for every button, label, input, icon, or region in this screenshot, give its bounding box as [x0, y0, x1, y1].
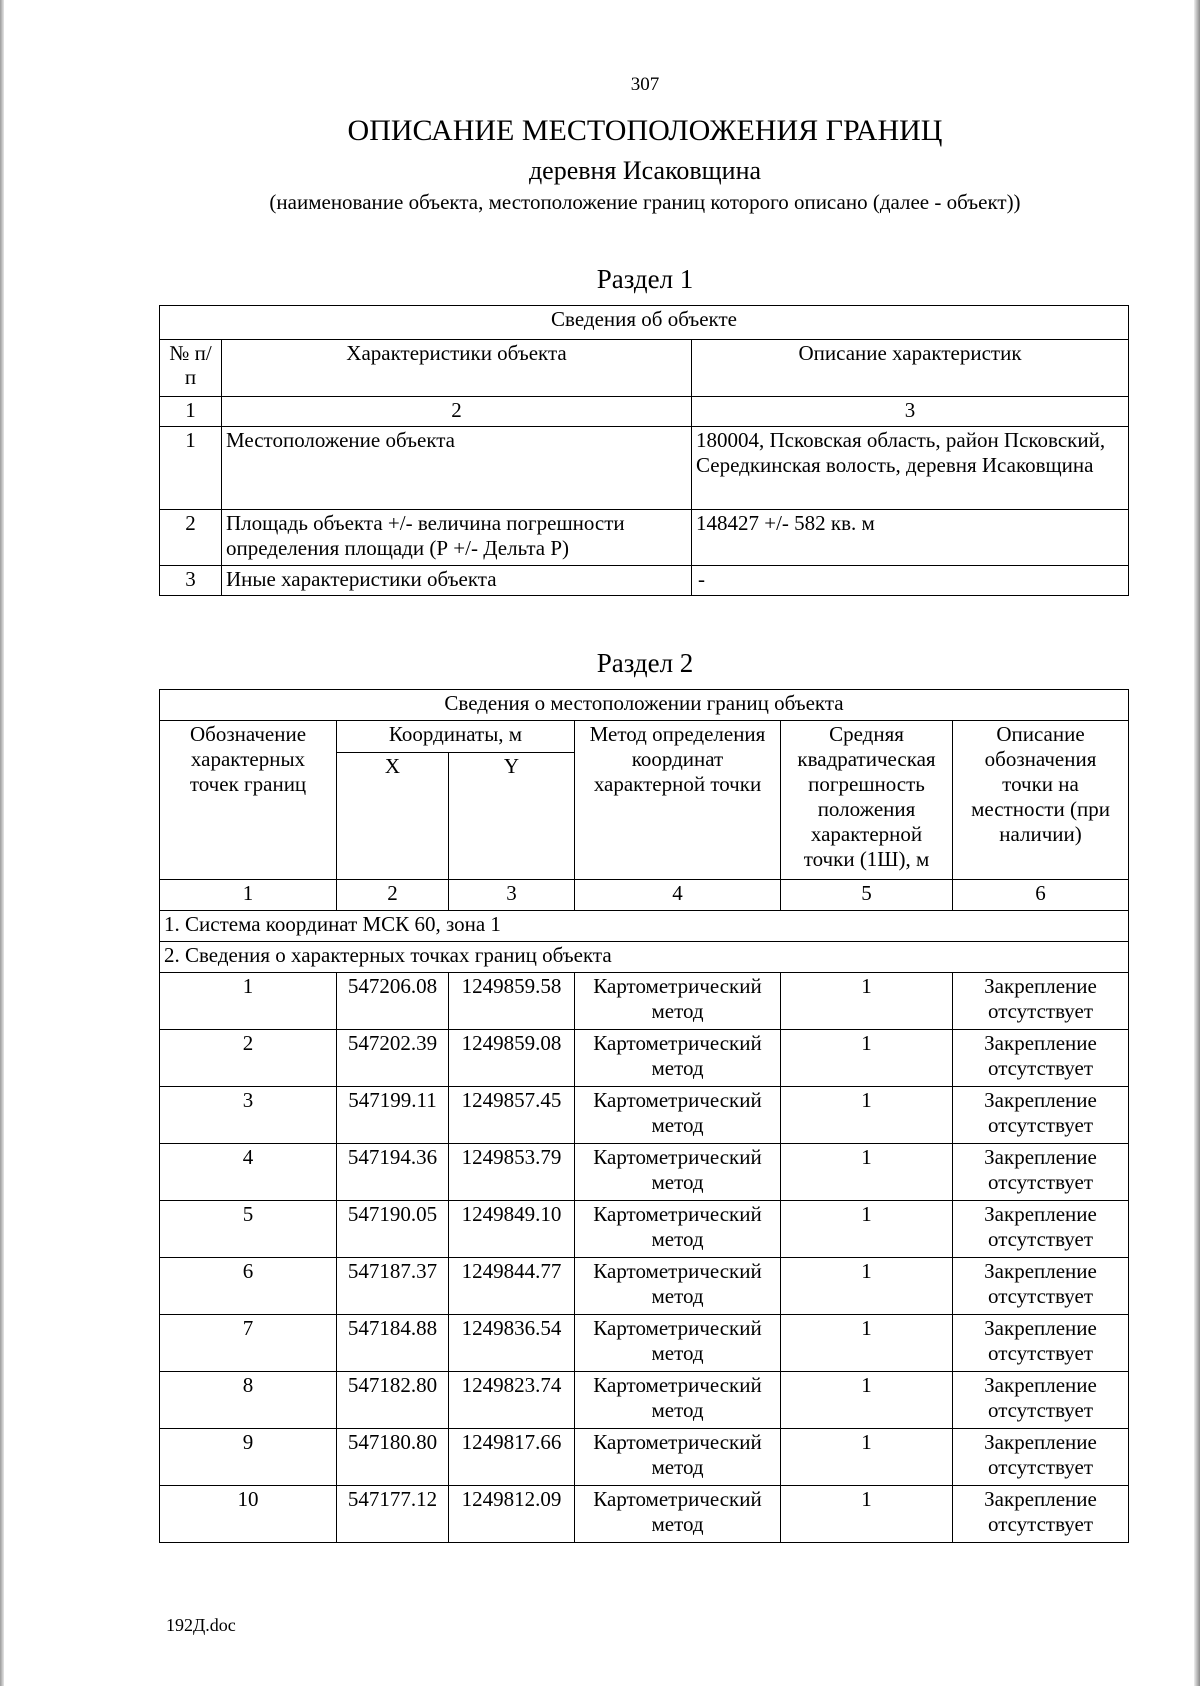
table-row	[160, 1030, 1129, 1087]
coord-x: 547180.80	[337, 1429, 449, 1486]
point-id: 7	[160, 1315, 337, 1372]
point-description: Закрепление отсутствует	[953, 973, 1129, 1030]
column-number: 1	[160, 880, 337, 911]
error: 1	[781, 1144, 953, 1201]
column-number: 3	[449, 880, 575, 911]
object-info-table	[159, 305, 1129, 596]
points-caption: 2. Сведения о характерных точках границ объекта	[160, 942, 1129, 973]
point-id: 2	[160, 1030, 337, 1087]
row-characteristic: Площадь объекта +/- величина погрешности определения площади (Р +/- Дельта Р)	[222, 510, 692, 566]
section1-title: Раздел 1	[596, 264, 694, 294]
coord-y: 1249812.09	[449, 1486, 575, 1543]
table-row	[160, 1087, 1129, 1144]
coord-y: 1249836.54	[449, 1315, 575, 1372]
header-method: Метод определения координат характерной точки	[575, 721, 781, 880]
point-description: Закрепление отсутствует	[953, 1030, 1129, 1087]
coord-x: 547177.12	[337, 1486, 449, 1543]
point-description: Закрепление отсутствует	[953, 1429, 1129, 1486]
column-number: 5	[781, 880, 953, 911]
method: Картометрический метод	[575, 1372, 781, 1429]
coord-x: 547202.39	[337, 1030, 449, 1087]
method: Картометрический метод	[575, 1429, 781, 1486]
coord-x: 547190.05	[337, 1201, 449, 1258]
point-id: 6	[160, 1258, 337, 1315]
coord-y: 1249853.79	[449, 1144, 575, 1201]
point-description: Закрепление отсутствует	[953, 1087, 1129, 1144]
column-number: 6	[953, 880, 1129, 911]
method: Картометрический метод	[575, 1144, 781, 1201]
row-description: -	[692, 566, 1129, 596]
table-row	[160, 1429, 1129, 1486]
row-num: 2	[160, 510, 222, 566]
header-point: Обозначение характерных точек границ	[160, 721, 337, 880]
coord-x: 547199.11	[337, 1087, 449, 1144]
point-description: Закрепление отсутствует	[953, 1372, 1129, 1429]
document-caption: (наименование объекта, местоположение границ которого описано (далее - объект))	[269, 190, 1021, 214]
method: Картометрический метод	[575, 1201, 781, 1258]
boundary-table-title: Сведения о местоположении границ объекта	[160, 690, 1129, 721]
column-number: 2	[222, 397, 692, 427]
coord-y: 1249844.77	[449, 1258, 575, 1315]
table-row	[160, 566, 1129, 596]
table-row	[160, 1144, 1129, 1201]
coord-x: 547184.88	[337, 1315, 449, 1372]
point-description: Закрепление отсутствует	[953, 1258, 1129, 1315]
coord-y: 1249857.45	[449, 1087, 575, 1144]
method: Картометрический метод	[575, 973, 781, 1030]
point-id: 10	[160, 1486, 337, 1543]
coord-system: 1. Система координат МСК 60, зона 1	[160, 911, 1129, 942]
header-point-description: Описание обозначения точки на местности (при наличии)	[953, 721, 1129, 880]
coord-y: 1249817.66	[449, 1429, 575, 1486]
coord-y: 1249849.10	[449, 1201, 575, 1258]
header-characteristic: Характеристики объекта	[222, 340, 692, 397]
header-x: X	[337, 753, 449, 880]
point-id: 5	[160, 1201, 337, 1258]
row-num: 3	[160, 566, 222, 596]
table-row	[160, 1201, 1129, 1258]
row-description: 148427 +/- 582 кв. м	[692, 510, 1129, 566]
coord-x: 547194.36	[337, 1144, 449, 1201]
column-number: 2	[337, 880, 449, 911]
table-row	[160, 973, 1129, 1030]
scan-edge-right	[1194, 0, 1200, 1686]
object-info-table-title: Сведения об объекте	[160, 306, 1129, 340]
section2-title: Раздел 2	[596, 648, 694, 678]
table-row	[160, 1372, 1129, 1429]
table-row	[160, 1315, 1129, 1372]
column-number: 1	[160, 397, 222, 427]
coord-x: 547187.37	[337, 1258, 449, 1315]
coord-y: 1249859.58	[449, 973, 575, 1030]
table-row	[160, 1258, 1129, 1315]
error: 1	[781, 1258, 953, 1315]
row-characteristic: Иные характеристики объекта	[222, 566, 692, 596]
error: 1	[781, 1087, 953, 1144]
coord-y: 1249859.08	[449, 1030, 575, 1087]
point-description: Закрепление отсутствует	[953, 1315, 1129, 1372]
method: Картометрический метод	[575, 1486, 781, 1543]
row-num: 1	[160, 427, 222, 510]
method: Картометрический метод	[575, 1258, 781, 1315]
table-row	[160, 427, 1129, 510]
document-title: ОПИСАНИЕ МЕСТОПОЛОЖЕНИЯ ГРАНИЦ	[347, 114, 943, 147]
error: 1	[781, 1429, 953, 1486]
error: 1	[781, 1372, 953, 1429]
method: Картометрический метод	[575, 1087, 781, 1144]
coord-x: 547206.08	[337, 973, 449, 1030]
scan-edge-left	[0, 0, 4, 1686]
point-id: 9	[160, 1429, 337, 1486]
coord-x: 547182.80	[337, 1372, 449, 1429]
point-description: Закрепление отсутствует	[953, 1486, 1129, 1543]
point-id: 3	[160, 1087, 337, 1144]
error: 1	[781, 1315, 953, 1372]
header-error: Средняя квадратическая погрешность положения характерной точки (1Ш), м	[781, 721, 953, 880]
row-characteristic: Местоположение объекта	[222, 427, 692, 510]
error: 1	[781, 1486, 953, 1543]
coord-y: 1249823.74	[449, 1372, 575, 1429]
point-id: 8	[160, 1372, 337, 1429]
page-number: 307	[630, 74, 660, 95]
error: 1	[781, 973, 953, 1030]
table-row	[160, 1486, 1129, 1543]
table-row	[160, 510, 1129, 566]
header-num: № п/п	[160, 340, 222, 397]
point-description: Закрепление отсутствует	[953, 1144, 1129, 1201]
column-number: 4	[575, 880, 781, 911]
row-description: 180004, Псковская область, район Псковский, Середкинская волость, деревня Исаковщина	[692, 427, 1129, 510]
point-description: Закрепление отсутствует	[953, 1201, 1129, 1258]
document-subtitle: деревня Исаковщина	[528, 156, 762, 185]
header-description: Описание характеристик	[692, 340, 1129, 397]
boundary-points-table	[159, 689, 1129, 1543]
header-y: Y	[449, 753, 575, 880]
point-id: 4	[160, 1144, 337, 1201]
footer-filename: 192Д.doc	[166, 1615, 236, 1635]
header-coords: Координаты, м	[337, 721, 575, 753]
method: Картометрический метод	[575, 1315, 781, 1372]
column-number: 3	[692, 397, 1129, 427]
error: 1	[781, 1201, 953, 1258]
method: Картометрический метод	[575, 1030, 781, 1087]
error: 1	[781, 1030, 953, 1087]
point-id: 1	[160, 973, 337, 1030]
